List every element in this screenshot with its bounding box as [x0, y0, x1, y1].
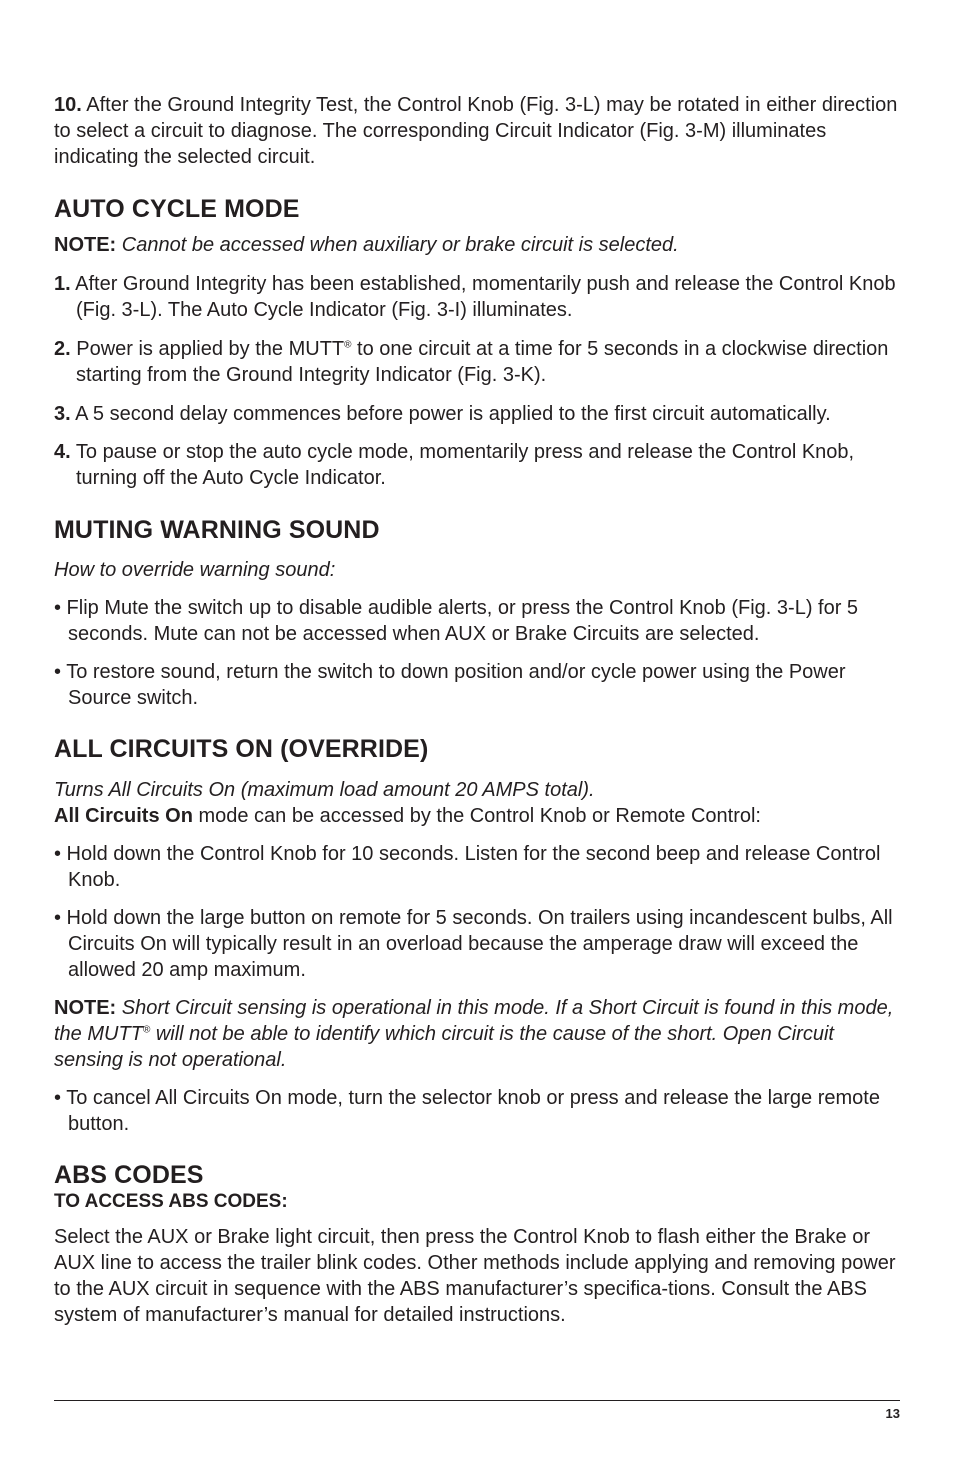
auto-cycle-step-2	[54, 336, 904, 388]
auto-cycle-step-1	[54, 271, 904, 323]
step-text-pre: Power is applied by the MUTT	[70, 338, 345, 360]
note-text-pre: Short Circuit sensing is operational in this mode. If a Short Circuit is found in this mode, the MUTT	[54, 997, 894, 1045]
all-circuits-note	[54, 995, 904, 1073]
abs-body: Select the AUX or Brake light circuit, then press the Control Knob to flash either the Brake or AUX line to access the trailer blink codes. Other methods include applying and removing power to the AUX circuit in sequence with the ABS manufacturer’s specifica-tions. Consult the ABS system of manufacturer’s manual for detailed instructions.	[54, 1226, 896, 1326]
step-text: To pause or stop the auto cycle mode, momentarily press and release the Control Knob, turning off the Auto Cycle Indicator.	[70, 441, 855, 489]
all-circuits-bold: All Circuits On	[54, 805, 193, 827]
auto-cycle-heading: AUTO CYCLE MODE	[54, 195, 300, 223]
registered-mark: ®	[344, 339, 352, 351]
note-label: NOTE:	[54, 234, 117, 256]
step-number: 4.	[54, 441, 71, 463]
all-circuits-access-text: mode can be accessed by the Control Knob or Remote Control:	[192, 805, 761, 827]
note-text: Cannot be accessed when auxiliary or brake circuit is selected.	[116, 234, 679, 256]
abs-heading: ABS CODES	[54, 1161, 204, 1189]
all-circuits-subhead: Turns All Circuits On (maximum load amount 20 AMPS total).	[54, 779, 595, 801]
abs-subheading: TO ACCESS ABS CODES:	[54, 1191, 288, 1212]
step-number: 10.	[54, 94, 82, 116]
intro-text: After the Ground Integrity Test, the Control Knob (Fig. 3-L) may be rotated in either direction to select a circuit to diagnose. The corresponding Circuit Indicator (Fig. 3-M) illuminates indicating the selected circuit.	[54, 94, 898, 168]
step-text-post: to one circuit at a time for 5 seconds in a clockwise direction starting from the Ground Integrity Indicator (Fig. 3-K).	[76, 338, 889, 386]
auto-cycle-note	[54, 232, 904, 258]
step-number: 3.	[54, 403, 71, 425]
muting-subhead: How to override warning sound:	[54, 559, 336, 581]
muting-heading: MUTING WARNING SOUND	[54, 516, 380, 544]
note-label: NOTE:	[54, 997, 117, 1019]
intro-paragraph	[54, 92, 904, 170]
registered-mark: ®	[142, 1024, 151, 1036]
step-text: A 5 second delay commences before power is applied to the first circuit automatically.	[70, 403, 831, 425]
step-number: 1.	[54, 273, 71, 295]
all-circuits-bullet-1: • Hold down the Control Knob for 10 seconds. Listen for the second beep and release Control Knob.	[54, 843, 881, 891]
all-circuits-bullet-2: • Hold down the large button on remote for 5 seconds. On trailers using incandescent bulbs, All Circuits On will typically result in an overload because the amperage draw will exceed the allowed 20 amp maximum.	[54, 907, 893, 981]
manual-page-body	[54, 92, 904, 1328]
page-number: 13	[885, 1406, 900, 1421]
muting-bullet-1: • Flip Mute the switch up to disable audible alerts, or press the Control Knob (Fig. 3-L) for 5 seconds. Mute can not be accessed when AUX or Brake Circuits are selected.	[54, 597, 859, 645]
auto-cycle-step-3	[54, 401, 904, 427]
all-circuits-heading: ALL CIRCUITS ON (OVERRIDE)	[54, 735, 429, 763]
all-circuits-access	[54, 803, 904, 829]
step-number: 2.	[54, 338, 71, 360]
all-circuits-cancel-bullet: • To cancel All Circuits On mode, turn the selector knob or press and release the large remote button.	[54, 1087, 880, 1135]
muting-bullet-2: • To restore sound, return the switch to down position and/or cycle power using the Power Source switch.	[54, 661, 846, 709]
note-text-post: will not be able to identify which circuit is the cause of the short. Open Circuit sensing is not operational.	[54, 1023, 834, 1071]
step-text: After Ground Integrity has been established, momentarily push and release the Control Knob (Fig. 3-L). The Auto Cycle Indicator (Fig. 3-I) illuminates.	[70, 273, 896, 321]
footer-rule	[54, 1400, 900, 1401]
auto-cycle-step-4	[54, 439, 904, 491]
